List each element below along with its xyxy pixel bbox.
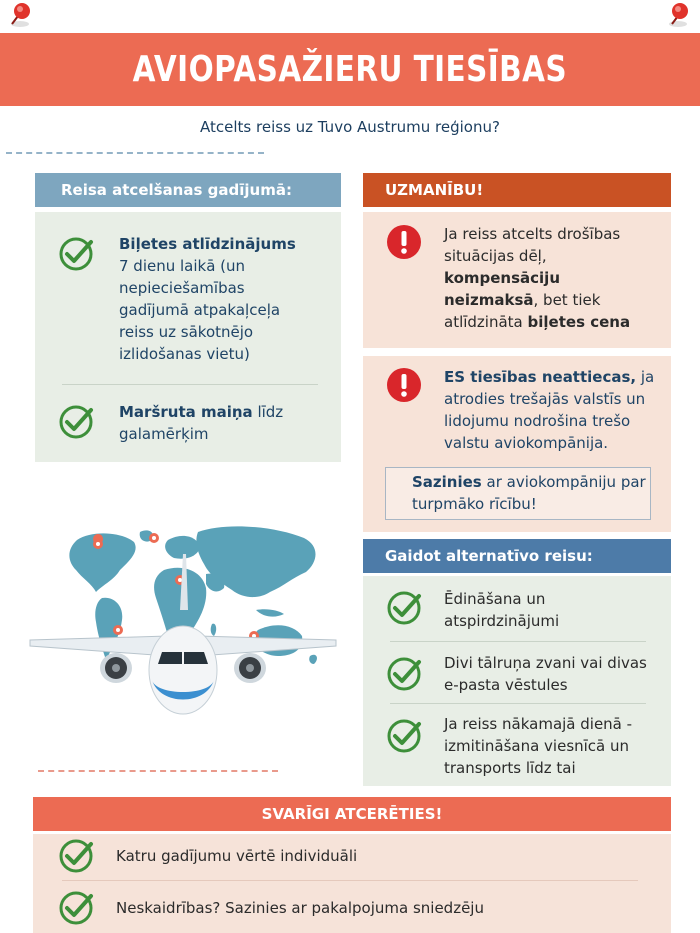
exclamation-circle-icon [386, 367, 422, 403]
check-circle-icon [58, 404, 94, 440]
check-circle-icon [58, 890, 94, 926]
check-circle-icon [386, 590, 422, 626]
check-circle-icon [386, 718, 422, 754]
push-pin-icon [664, 2, 694, 28]
contact-rest: ar aviokompāniju par turpmāko rīcību! [412, 473, 646, 513]
warning-eu-text [444, 366, 659, 454]
check-circle-icon [386, 656, 422, 692]
warning-security-bold2: biļetes cena [527, 313, 631, 331]
waiting-item-calls: Divi tālruņa zvani vai divas e-pasta vēstules [444, 654, 647, 694]
waiting-header: Gaidot alternatīvo reisu: [363, 539, 671, 573]
warning-security-a: Ja reiss atcelts drošības situācijas dēļ, [444, 225, 621, 265]
important-header: SVARĪGI ATCERĒTIES! [33, 797, 671, 831]
reisa-item-reroute-rest: līdz galamērķim [119, 403, 284, 443]
warning-eu-bold: ES tiesības neattiecas, [444, 368, 637, 386]
subtitle: Atcelts reiss uz Tuvo Austrumu reģionu? [200, 118, 500, 136]
reisa-item-refund [119, 233, 319, 365]
waiting-item-food: Ēdināšana un atspirdzinājumi [444, 590, 560, 630]
important-item-individual: Katru gadījumu vērtē individuāli [116, 847, 358, 865]
dashed-divider [6, 152, 264, 154]
reisa-item-reroute-bold: Maršruta maiņa [119, 403, 253, 421]
warning-security-text [444, 223, 654, 333]
important-item-contact: Neskaidrības? Sazinies ar pakalpojuma sniedzēju [116, 899, 484, 917]
separator [62, 880, 638, 881]
reisa-item-reroute [119, 401, 319, 445]
separator [62, 384, 318, 385]
title-band [0, 33, 700, 106]
page-title: AVIOPASAŽIERU TIESĪBAS [132, 49, 568, 90]
push-pin-icon [8, 2, 38, 28]
separator [390, 703, 646, 704]
warning-security-b: , bet tiek atlīdzināta [444, 291, 601, 331]
dashed-divider [38, 770, 278, 772]
world-map-icon [22, 518, 342, 718]
waiting-item-hotel: Ja reiss nākamajā dienā - izmitināšana viesnīcā un transports līdz tai [444, 715, 633, 777]
warning-security-bold1: kompensāciju neizmaksā [444, 269, 561, 309]
reisa-header: Reisa atcelšanas gadījumā: [35, 173, 341, 207]
reisa-item-refund-bold: Biļetes atlīdzinājums [119, 235, 296, 253]
exclamation-circle-icon [386, 224, 422, 260]
warning-eu-rest: ja atrodies trešajās valstīs un lidojumu nodrošina trešo valstu aviokompānija. [444, 368, 655, 452]
contact-box [385, 467, 651, 520]
warning-header: UZMANĪBU! [363, 173, 671, 207]
separator [390, 641, 646, 642]
reisa-item-refund-rest: 7 dienu laikā (un nepieciešamības gadījumā atpakaļceļa reiss uz sākotnējo izlidošanas vietu) [119, 257, 281, 363]
check-circle-icon [58, 236, 94, 272]
check-circle-icon [58, 838, 94, 874]
contact-bold: Sazinies [412, 473, 482, 491]
